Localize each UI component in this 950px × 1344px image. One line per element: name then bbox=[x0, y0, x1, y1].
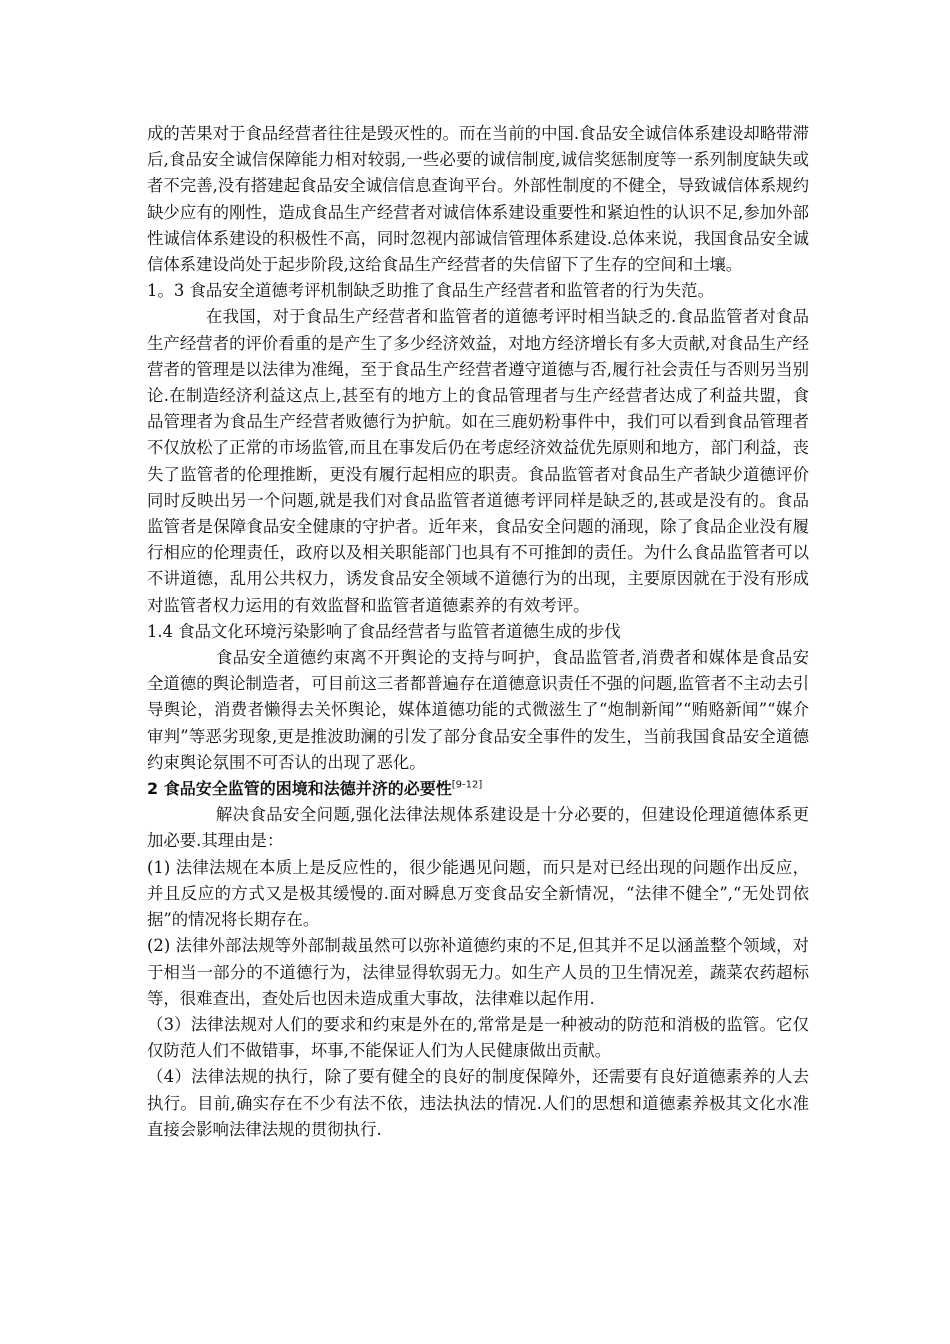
citation-marker: [9-12] bbox=[451, 779, 483, 791]
list-item-external-constraints: （3）法律法规对人们的要求和约束是外在的,常常是是一种被动的防范和消极的监管。它仅仅防范人们不做错事，坏事,不能保证人们为人民健康做出贡献。 bbox=[147, 1014, 809, 1061]
paragraph-integrity-system: 成的苦果对于食品经营者往往是毁灭性的。而在当前的中国.食品安全诚信体系建设却略带滞后,食品安全诚信保障能力相对较弱,一些必要的诚信制度,诚信奖惩制度等一系列制度缺失或者不完善,没有搭建起食品安全诚信信息查询平台。外部性制度的不健全，导致诚信体系规约缺少应有的刚性，造成食品生产经营者对诚信体系建设重要性和紧迫性的认识不足,参加外部性诚信体系建设的积极性不高，同时忽视内部诚信管理体系建设.总体来说，我国食品安全诚信体系建设尚处于起步阶段,这给食品生产经营者的失信留下了生存的空间和土壤。 bbox=[147, 124, 809, 275]
paragraph-public-opinion: 食品安全道德约束离不开舆论的支持与呵护，食品监管者,消费者和媒体是食品安全道德的舆论制造者，可目前这三者都普遍存在道德意识责任不强的问题,监管者不主动去引导舆论，消费者懒得去关怀舆论，媒体道德功能的式微滋生了“炮制新闻”“贿赂新闻”“媒介审判”等恶劣现象,更是推波助澜的引发了部分食品安全事件的发生，当前我国食品安全道德约束舆论氛围不可否认的出现了恶化。 bbox=[147, 648, 809, 772]
section-heading-1-3: 1。3 食品安全道德考评机制缺乏助推了食品生产经营者和监管者的行为失范。 bbox=[147, 281, 714, 301]
document-body bbox=[147, 121, 809, 1143]
paragraph-law-and-ethics: 解决食品安全问题,强化法律法规体系建设是十分必要的，但建设伦理道德体系更加必要.其理由是： bbox=[147, 805, 809, 851]
section-heading-2 bbox=[147, 776, 809, 802]
list-item-law-enforcement: （4）法律法规的执行，除了要有健全的良好的制度保障外，还需要有良好道德素养的人去执行。目前,确实存在不少有法不依，违法执法的情况.人们的思想和道德素养极其文化水准直接会影响法律法规的贯彻执行. bbox=[147, 1067, 809, 1139]
list-item-external-sanctions: (2) 法律外部法规等外部制裁虽然可以弥补道德约束的不足,但其并不足以涵盖整个领域，对于相当一部分的不道德行为，法律显得软弱无力。如生产人员的卫生情况差，蔬菜农药超标等，很难查出，查处后也因未造成重大事故，法律难以起作用. bbox=[147, 936, 809, 1008]
section-heading-2-text: 2 食品安全监管的困境和法德并济的必要性 bbox=[147, 779, 452, 799]
paragraph-moral-evaluation: 在我国，对于食品生产经营者和监管者的道德考评时相当缺乏的.食品监管者对食品生产经营者的评价看重的是产生了多少经济效益，对地方经济增长有多大贡献,对食品生产经营者的管理是以法律为准绳，至于食品生产经营者遵守道德与否,履行社会责任与否则另当别论.在制造经济利益这点上,甚至有的地方上的食品管理者与生产经营者达成了利益共盟，食品管理者为食品生产经营者败德行为护航。如在三鹿奶粉事件中，我们可以看到食品管理者不仅放松了正常的市场监管,而且在事发后仍在考虑经济效益优先原则和地方，部门利益，丧失了监管者的伦理推断，更没有履行起相应的职责。食品监管者对食品生产者缺少道德评价同时反映出另一个问题,就是我们对食品监管者道德考评同样是缺乏的,甚或是没有的。食品监管者是保障食品安全健康的守护者。近年来，食品安全问题的涌现，除了食品企业没有履行相应的伦理责任，政府以及相关职能部门也具有不可推卸的责任。为什么食品监管者可以不讲道德，乱用公共权力，诱发食品安全领域不道德行为的出现，主要原因就在于没有形成对监管者权力运用的有效监督和监管者道德素养的有效考评。 bbox=[147, 307, 809, 615]
list-item-reactive-law: (1) 法律法规在本质上是反应性的，很少能遇见问题，而只是对已经出现的问题作出反应，并且反应的方式又是极其缓慢的.面对瞬息万变食品安全新情况，“法律不健全”,“无处罚依据”的情况将长期存在。 bbox=[147, 857, 809, 930]
section-heading-1-4: 1.4 食品文化环境污染影响了食品经营者与监管者道德生成的步伐 bbox=[147, 621, 621, 641]
